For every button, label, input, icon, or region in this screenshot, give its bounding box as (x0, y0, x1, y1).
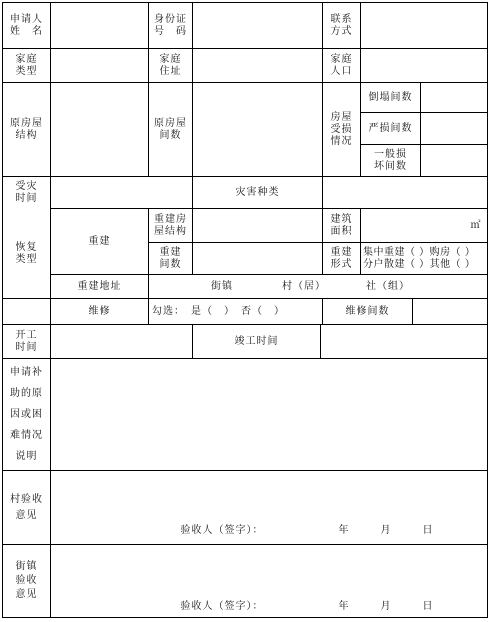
severe-damage-rooms-label: 严损间数 (368, 122, 413, 134)
collapsed-rooms-label: 倒塌间数 (368, 91, 413, 103)
town-day-label: 日 (422, 601, 434, 612)
village-year-label: 年 (338, 525, 350, 536)
street-town-label: 街镇 (211, 280, 233, 292)
damage-status-label: 房屋 受损 情况 (330, 111, 353, 147)
town-month-label: 月 (380, 601, 392, 612)
building-area-label: 建筑 面积 (330, 213, 353, 237)
family-population-label: 家庭 人口 (330, 53, 353, 77)
disaster-type-label: 灾害种类 (235, 186, 280, 198)
family-address-label: 家庭 住址 (159, 53, 182, 77)
id-number-label: 身份证 号 码 (154, 13, 187, 37)
contact-label: 联系 方式 (330, 13, 353, 37)
village-day-label: 日 (422, 525, 434, 536)
general-damage-rooms-label: 一般损 坏间数 (374, 148, 407, 172)
subsidy-application-form (2, 2, 488, 618)
repair-label: 维修 (88, 305, 111, 317)
disaster-time-label: 受灾 时间 (15, 180, 38, 204)
town-year-label: 年 (338, 601, 350, 612)
town-acceptance-label: 街镇 验收 意见 (15, 561, 38, 600)
rebuild-structure-label: 重建房 屋结构 (154, 213, 187, 237)
area-unit: ㎡ (470, 219, 482, 231)
family-type-label: 家庭 类型 (15, 53, 38, 77)
village-acceptance-label: 村验收 意见 (10, 493, 43, 521)
repair-options: 勾选： 是（ ） 否（ ） (152, 305, 285, 317)
rebuild-rooms-label: 重建 间数 (159, 246, 182, 270)
village-residence-label: 村（居） (282, 280, 326, 292)
recovery-type-label: 恢复 类型 (15, 241, 38, 265)
subsidy-reason-label: 申请补 助的原 因或困 难情况 说明 (10, 367, 43, 462)
village-inspector-signature-label: 验收人（签字）： (180, 525, 264, 536)
town-inspector-signature-label: 验收人（签字）： (180, 601, 264, 612)
repair-rooms-label: 维修间数 (345, 305, 390, 317)
rebuild-form-options: 集中重建（ ）购房（ ） 分户散建（ ）其他（ ） (363, 246, 476, 270)
village-month-label: 月 (380, 525, 392, 536)
community-group-label: 社（组） (366, 280, 410, 292)
applicant-name-label: 申请人 姓 名 (10, 13, 43, 37)
original-structure-label: 原房屋 结构 (10, 117, 43, 141)
rebuild-address-label: 重建地址 (77, 280, 122, 292)
original-rooms-label: 原房屋 间数 (154, 117, 187, 141)
rebuild-form-label: 重建 形式 (330, 246, 353, 270)
completion-time-label: 竣工时间 (234, 335, 279, 347)
start-time-label: 开工 时间 (15, 329, 38, 353)
rebuild-label: 重建 (88, 235, 111, 247)
